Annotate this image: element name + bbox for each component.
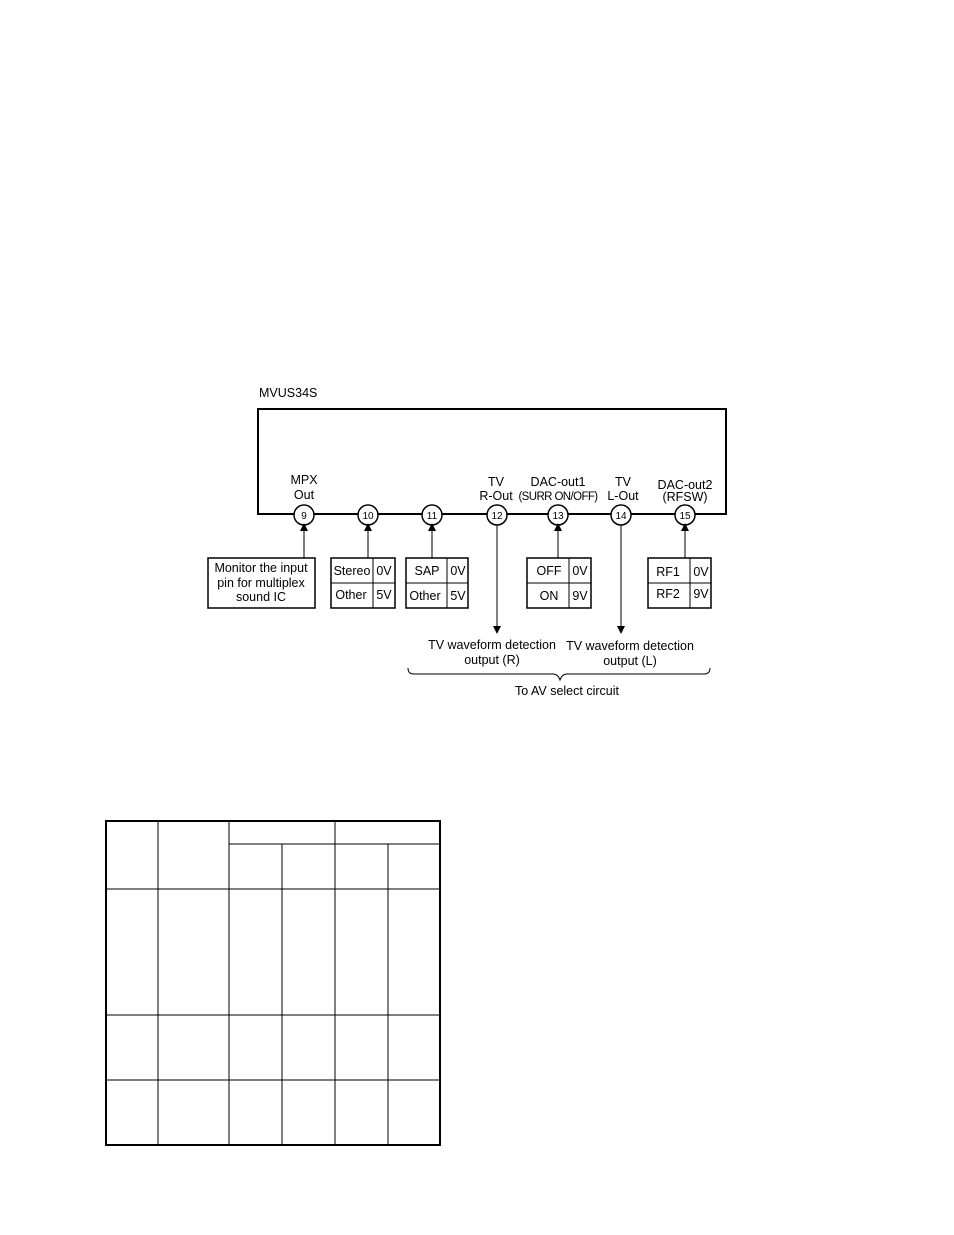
pin-14-label-line1: TV [615, 475, 631, 489]
monitor-box-line1: Monitor the input [214, 561, 308, 575]
stereo-table [331, 558, 395, 608]
sap-table [406, 558, 468, 608]
stereo-row1-value: 0V [376, 564, 392, 578]
pin-12 [487, 505, 507, 525]
rf-row1-label: RF1 [656, 565, 680, 579]
brace-label: To AV select circuit [515, 684, 619, 698]
pin-number: 15 [679, 511, 691, 522]
ic-name: MVUS34S [259, 386, 318, 400]
sap-row1-value: 0V [450, 564, 466, 578]
sap-row2-value: 5V [450, 589, 466, 603]
table-border [106, 821, 440, 1145]
pin-14 [611, 505, 631, 525]
pin-14-label-line2: L-Out [607, 489, 639, 503]
pin-13 [548, 505, 568, 525]
pin-9-label-line2: Out [293, 488, 315, 502]
pin-9 [294, 505, 314, 525]
pin-13-label-line1: DAC-out1 [530, 475, 586, 489]
blank-table [105, 820, 441, 1146]
pin-number: 12 [491, 511, 503, 522]
rf-row1-value: 0V [693, 565, 709, 579]
pin-number: 10 [362, 511, 374, 522]
output-l-line2: output (L) [603, 654, 657, 668]
surr-row2-value: 9V [572, 589, 588, 603]
pin-11 [422, 505, 442, 525]
stereo-row1-label: Stereo [333, 564, 371, 578]
output-brace [408, 668, 710, 680]
surr-table [527, 558, 591, 608]
pin-15-label-line1: DAC-out2 [657, 478, 713, 492]
pin-15-label-line2: (RFSW) [662, 490, 708, 504]
pin-15 [675, 505, 695, 525]
rf-row2-value: 9V [693, 587, 709, 601]
output-r-line1: TV waveform detection [428, 638, 556, 652]
monitor-box [208, 558, 315, 608]
monitor-box-line3: sound IC [235, 590, 287, 604]
pin-12-label-line1: TV [488, 475, 504, 489]
stereo-row2-label: Other [335, 588, 367, 602]
surr-row2-label: ON [539, 589, 559, 603]
output-l-line1: TV waveform detection [566, 639, 694, 653]
rf-table [648, 558, 711, 608]
monitor-box-line2: pin for multiplex [217, 576, 305, 590]
sap-row1-label: SAP [414, 564, 440, 578]
pin-10 [358, 505, 378, 525]
output-r-line2: output (R) [464, 653, 520, 667]
surr-row1-value: 0V [572, 564, 588, 578]
pin-number: 11 [426, 511, 438, 522]
pin-number: 14 [615, 511, 627, 522]
sap-row2-label: Other [409, 589, 441, 603]
pin-13-label-line2: (SURR ON/OFF) [518, 491, 598, 503]
pin-12-label-line2: R-Out [479, 489, 513, 503]
stereo-row2-value: 5V [376, 588, 392, 602]
pin-9-label-line1: MPX [290, 473, 318, 487]
pin-number: 13 [552, 511, 564, 522]
rf-row2-label: RF2 [656, 587, 680, 601]
surr-row1-label: OFF [536, 564, 562, 578]
pin-number: 9 [301, 511, 307, 522]
